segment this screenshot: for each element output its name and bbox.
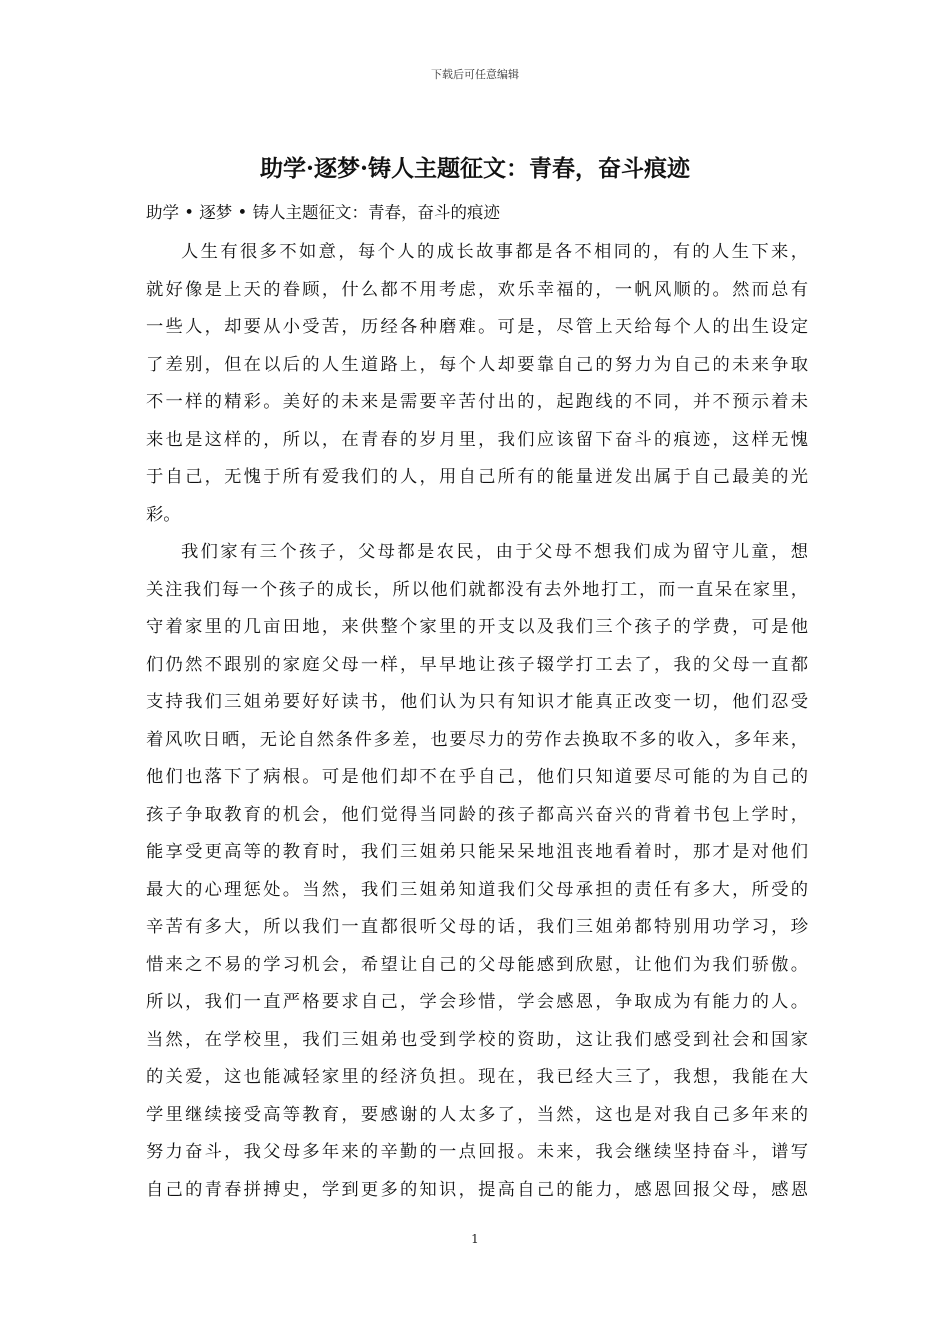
- text-line: 自己的青春拼搏史，学到更多的知识，提高自己的能力，感恩回报父母，感恩: [146, 1179, 808, 1200]
- page-header: 下载后可任意编辑: [431, 68, 519, 81]
- page-number: 1: [471, 1232, 479, 1246]
- text-line: 最大的心理惩处。当然，我们三姐弟知道我们父母承担的责任有多大，所受的: [146, 879, 808, 900]
- text-line: 一些人，却要从小受苦，历经各种磨难。可是，尽管上天给每个人的出生设定: [146, 317, 808, 337]
- text-line: 关注我们每一个孩子的成长，所以他们就都没有去外地打工，而一直呆在家里，: [146, 579, 808, 600]
- text-line: 学里继续接受高等教育，要感谢的人太多了，当然，这也是对我自己多年来的: [146, 1104, 808, 1125]
- text-line: 孩子争取教育的机会，他们觉得当同龄的孩子都高兴奋兴的背着书包上学时，: [146, 804, 808, 825]
- text-line: 我们家有三个孩子，父母都是农民，由于父母不想我们成为留守儿童，想: [181, 542, 808, 562]
- text-line: 守着家里的几亩田地，来供整个家里的开支以及我们三个孩子的学费，可是他: [146, 617, 808, 637]
- text-line: 努力奋斗，我父母多年来的辛勤的一点回报。未来，我会继续坚持奋斗，谱写: [146, 1142, 808, 1162]
- text-line: 的关爱，这也能减轻家里的经济负担。现在，我已经大三了，我想，我能在大: [146, 1067, 808, 1087]
- text-line: 着风吹日晒，无论自然条件多差，也要尽力的劳作去换取不多的收入，多年来，: [146, 729, 808, 750]
- paragraph: [146, 234, 808, 534]
- text-line: 能享受更高等的教育时，我们三姐弟只能呆呆地沮丧地看着时，那才是对他们: [146, 842, 808, 862]
- text-line: 当然，在学校里，我们三姐弟也受到学校的资助，这让我们感受到社会和国家: [146, 1029, 808, 1050]
- text-line: 不一样的精彩。美好的未来是需要辛苦付出的，起跑线的不同，并不预示着未: [146, 392, 808, 412]
- text-line: 彩。: [146, 504, 181, 525]
- text-line: 他们也落下了病根。可是他们却不在乎自己，他们只知道要尽可能的为自己的: [146, 767, 808, 787]
- text-line: 了差别，但在以后的人生道路上，每个人却要靠自己的努力为自己的未来争取: [146, 354, 808, 375]
- text-line: 辛苦有多大，所以我们一直都很听父母的话，我们三姐弟都特别用功学习，珍: [146, 917, 808, 937]
- text-line: 人生有很多不如意，每个人的成长故事都是各不相同的，有的人生下来，: [181, 242, 808, 262]
- text-line: 惜来之不易的学习机会，希望让自己的父母能感到欣慰，让他们为我们骄傲。: [146, 954, 808, 975]
- text-line: 来也是这样的，所以，在青春的岁月里，我们应该留下奋斗的痕迹，这样无愧: [146, 429, 808, 450]
- text-line: 就好像是上天的眷顾，什么都不用考虑，欢乐幸福的，一帆风顺的。然而总有: [146, 279, 808, 300]
- document-body: [146, 234, 808, 1209]
- text-line: 所以，我们一直严格要求自己，学会珍惜，学会感恩，争取成为有能力的人。: [146, 992, 808, 1012]
- paragraph: [146, 534, 808, 1209]
- text-line: 支持我们三姐弟要好好读书，他们认为只有知识才能真正改变一切，他们忍受: [146, 692, 808, 712]
- text-line: 们仍然不跟别的家庭父母一样，早早地让孩子辍学打工去了，我的父母一直都: [146, 654, 808, 675]
- text-line: 于自己，无愧于所有爱我们的人，用自己所有的能量迸发出属于自己最美的光: [146, 467, 808, 487]
- document-subtitle: 助学 • 逐梦 • 铸人主题征文：青春，奋斗的痕迹: [146, 203, 500, 222]
- document-title: 助学·逐梦·铸人主题征文：青春，奋斗痕迹: [259, 155, 690, 182]
